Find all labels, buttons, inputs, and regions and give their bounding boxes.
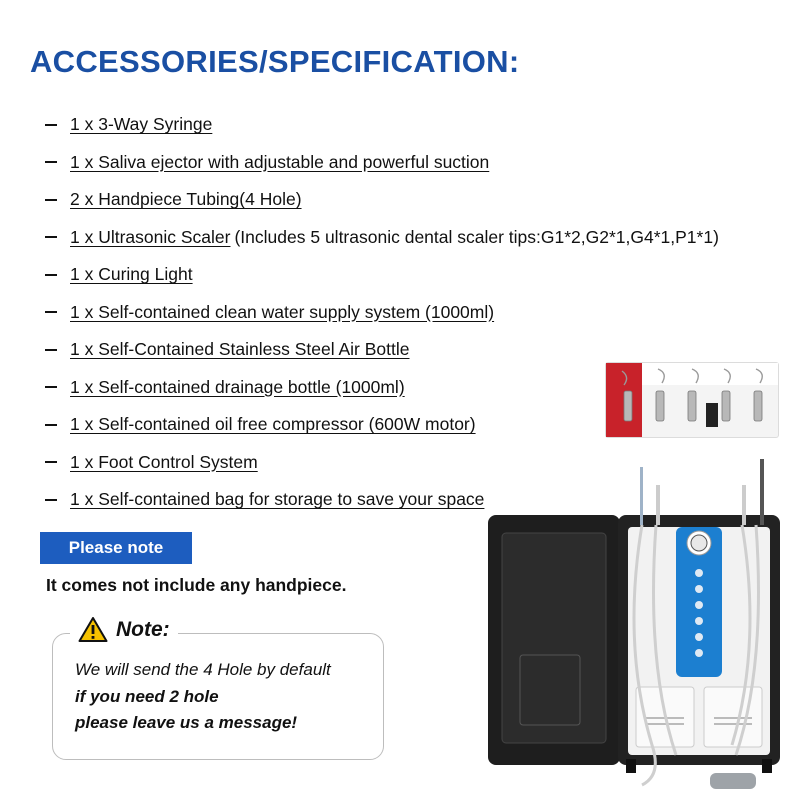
please-note-text: It comes not include any handpiece. [46,575,347,595]
warning-icon [78,616,108,643]
item-text: 1 x Self-contained drainage bottle (1000ml) [70,376,405,397]
dental-unit-drawing [480,455,790,795]
item-text: 1 x 3-Way Syringe [70,114,213,135]
note-line-3: please leave us a message! [75,713,298,732]
scaler-tips-drawing [606,363,778,437]
scaler-tips-card-image [605,362,779,438]
note-line-2: if you need 2 hole [75,687,219,706]
item-text: 1 x Saliva ejector with adjustable and powerful suction [70,151,490,172]
list-item [45,219,719,257]
dash-bullet [45,499,57,501]
item-extra: (Includes 5 ultrasonic dental scaler tips:G1*2,G2*1,G4*1,P1*1) [234,226,719,247]
page-title: ACCESSORIES/SPECIFICATION: [30,44,520,79]
list-item [45,181,719,219]
please-note-badge: Please note [40,532,192,564]
item-text: 1 x Self-contained clean water supply system (1000ml) [70,301,495,322]
item-text: 1 x Self-Contained Stainless Steel Air Bottle [70,339,410,360]
dash-bullet [45,311,57,313]
note-header [70,616,178,643]
item-text: 1 x Foot Control System [70,451,258,472]
dash-bullet [45,274,57,276]
item-text: 1 x Curing Light [70,264,193,285]
item-text: 1 x Self-contained bag for storage to save your space [70,489,485,510]
dash-bullet [45,161,57,163]
list-item [45,106,719,144]
dash-bullet [45,199,57,201]
dash-bullet [45,424,57,426]
note-line-1: We will send the 4 Hole by default [75,660,331,679]
list-item [45,256,719,294]
dash-bullet [45,236,57,238]
dash-bullet [45,124,57,126]
item-text: 1 x Self-contained oil free compressor (600W motor) [70,414,476,435]
list-item [45,144,719,182]
dash-bullet [45,386,57,388]
item-text: 1 x Ultrasonic Scaler [70,226,231,247]
list-item [45,294,719,332]
portable-dental-unit-image [480,455,790,800]
item-text: 2 x Handpiece Tubing(4 Hole) [70,189,302,210]
note-title: Note: [116,617,170,641]
dash-bullet [45,461,57,463]
dash-bullet [45,349,57,351]
